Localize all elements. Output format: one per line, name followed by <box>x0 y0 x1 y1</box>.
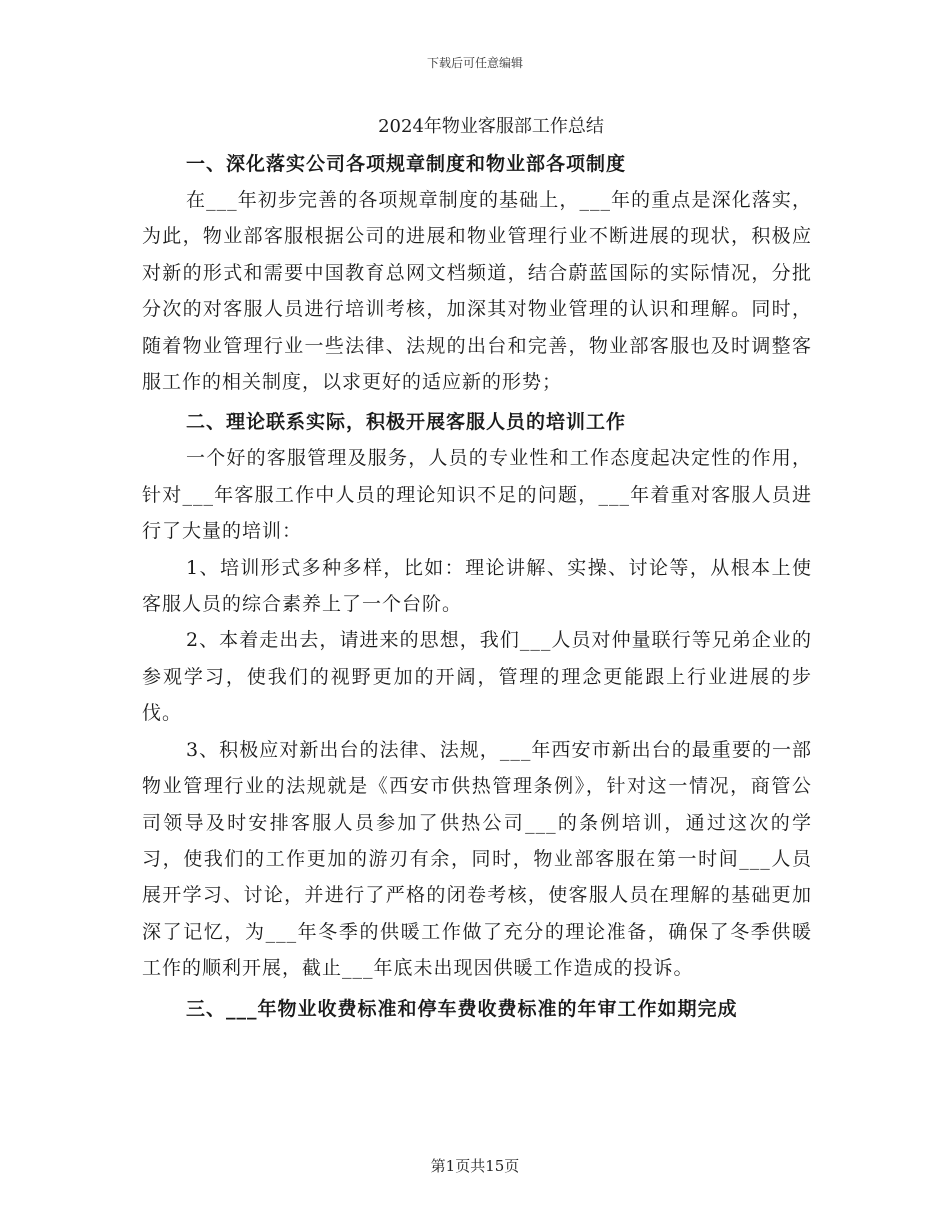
section-heading-2: 二、理论联系实际，积极开展客服人员的培训工作 <box>186 411 627 434</box>
page-footer: 第1页共15页 <box>430 1157 520 1175</box>
document-body <box>142 112 812 1027</box>
section-2-paragraph-4: 3、积极应对新出台的法律、法规，___年西安市新出台的最重要的一部物业管理行业的法规就是《西安市供热管理条例》，针对这一情况，商管公司领导及时安排客服人员参加了供热公司___的条例培训，通过这次的学习，使我们的工作更加的游刃有余，同时，物业部客服在第一时间___人员展开学习、讨论，并进行了严格的闭卷考核，使客服人员在理解的基础更加深了记忆，为___年冬季的供暖工作做了充分的理论准备，确保了冬季供暖工作的顺利开展，截止___年底未出现因供暖工作造成的投诉。 <box>142 738 812 980</box>
section-heading-1: 一、深化落实公司各项规章制度和物业部各项制度 <box>186 153 627 175</box>
section-2-paragraph-3: 2、本着走出去，请进来的思想，我们___人员对仲量联行等兄弟企业的参观学习，使我们的视野更加的开阔，管理的理念更能跟上行业进展的步伐。 <box>142 629 812 725</box>
section-1-paragraph-1: 在___年初步完善的各项规章制度的基础上，___年的重点是深化落实，为此，物业部客服根据公司的进展和物业管理行业不断进展的现状，积极应对新的形式和需要中国教育总网文档频道，结合蔚蓝国际的实际情况，分批分次的对客服人员进行培训考核，加深其对物业管理的认识和理解。同时，随着物业管理行业一些法律、法规的出台和完善，物业部客服也及时调整客服工作的相关制度，以求更好的适应新的形势； <box>142 189 812 394</box>
section-2-paragraph-2: 1、培训形式多种多样，比如：理论讲解、实操、讨论等，从根本上使客服人员的综合素养上了一个台阶。 <box>142 556 812 616</box>
section-2-paragraph-1: 一个好的客服管理及服务，人员的专业性和工作态度起决定性的作用，针对___年客服工作中人员的理论知识不足的问题，___年着重对客服人员进行了大量的培训： <box>142 447 812 543</box>
document-title: 2024年物业客服部工作总结 <box>378 116 604 137</box>
header-note: 下载后可任意编辑 <box>426 56 523 70</box>
section-heading-3: 三、___年物业收费标准和停车费收费标准的年审工作如期完成 <box>186 997 738 1020</box>
